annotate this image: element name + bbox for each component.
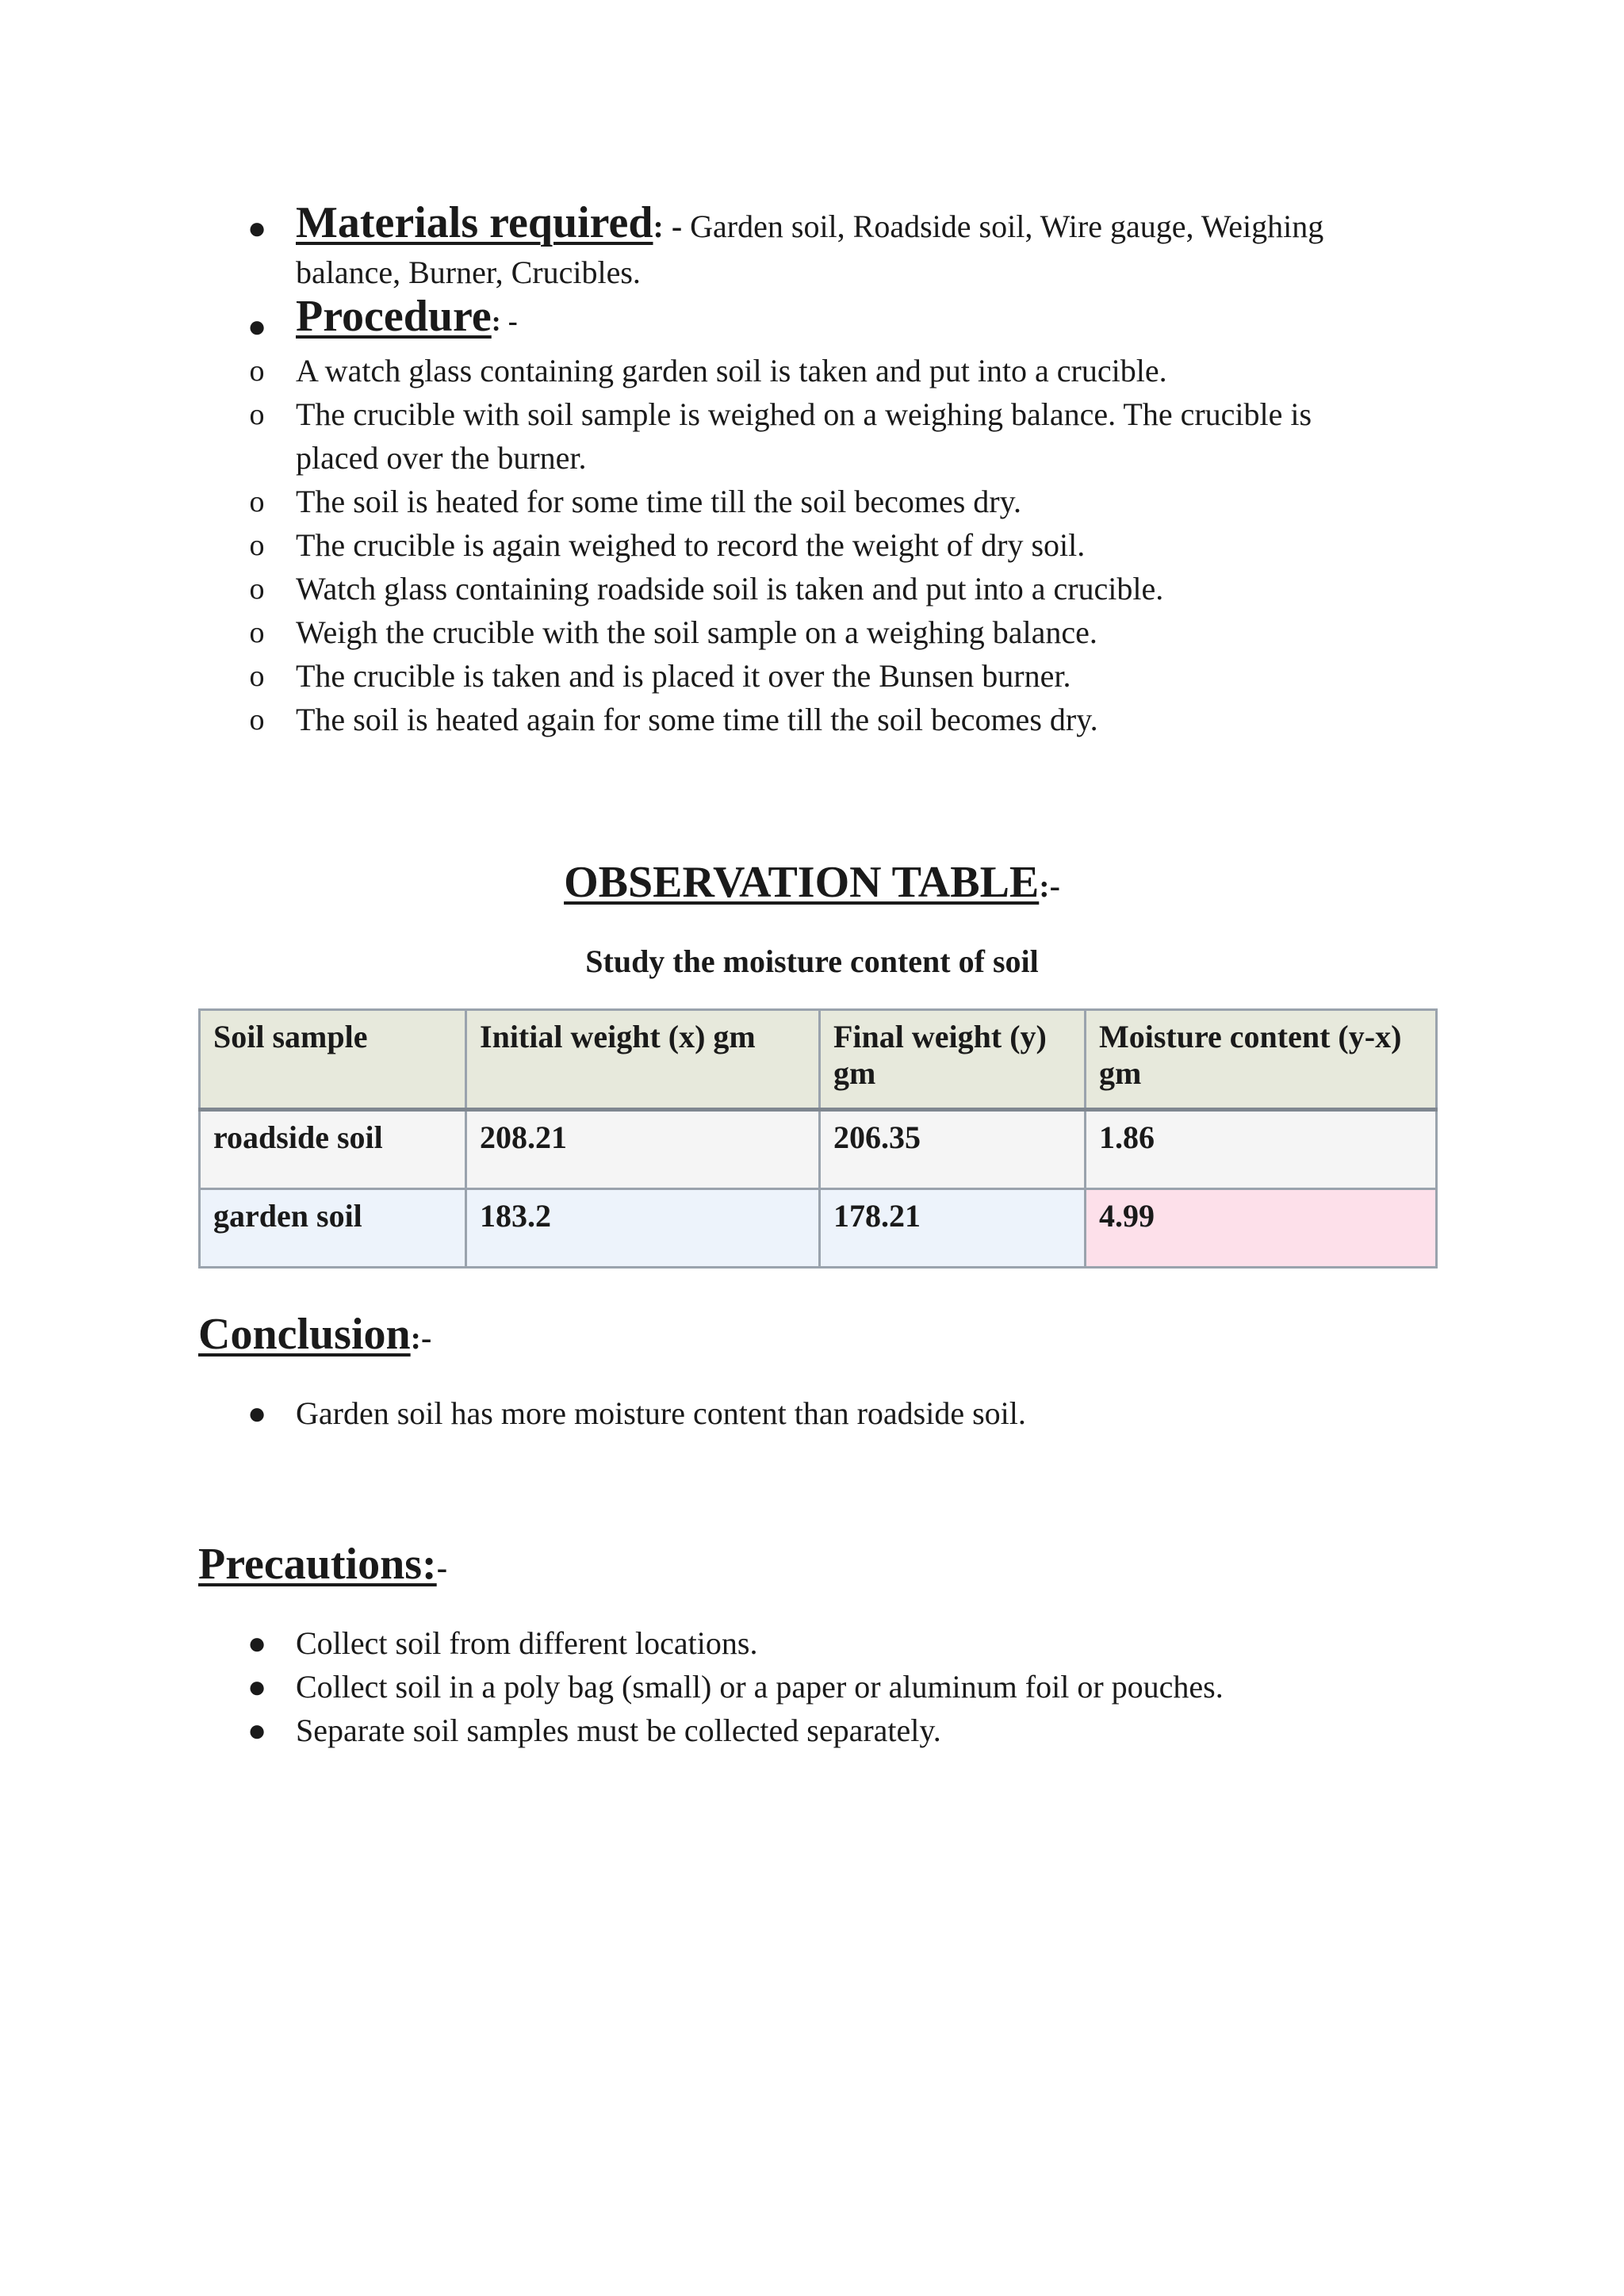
table-cell: 206.35 [820,1110,1086,1189]
procedure-step-cont: placed over the burner. [296,440,587,476]
conclusion-heading-suffix: :- [410,1320,432,1356]
precautions-heading-suffix: - [436,1550,448,1586]
observation-title-suffix: :- [1039,868,1060,904]
procedure-heading: Procedure [296,292,492,341]
precaution-item: ● Collect soil in a poly bag (small) or a paper or aluminum foil or pouches. [0,1665,1624,1712]
column-header: Soil sample [200,1010,466,1110]
circle-bullet-icon: o [249,616,265,649]
conclusion-heading: Conclusion:- [198,1310,432,1359]
materials-line-2 [0,251,1624,298]
procedure-step: o The crucible is again weighed to record the weight of dry soil. [0,523,1624,571]
circle-bullet-icon: o [249,529,265,562]
precaution-item: ● Collect soil from different locations. [0,1621,1624,1669]
materials-heading: Materials required [296,198,653,247]
procedure-step: o Weigh the crucible with the soil sample on a weighing balance. [0,610,1624,658]
circle-bullet-icon: o [249,572,265,606]
procedure-step: o Watch glass containing roadside soil is taken and put into a crucible. [0,567,1624,614]
procedure-step: o The crucible with soil sample is weighed on a weighing balance. The crucible is [0,392,1624,440]
table-header-row [200,1010,1437,1110]
column-header: Moisture content (y-x) gm [1086,1010,1437,1110]
bullet-icon: ● [247,1625,267,1661]
circle-bullet-icon: o [249,485,265,519]
materials-heading-suffix: : - [653,209,683,244]
table-cell: 178.21 [820,1189,1086,1268]
table-cell: 1.86 [1086,1110,1437,1189]
procedure-step: o The soil is heated again for some time till the soil becomes dry. [0,698,1624,745]
conclusion-item: ● Garden soil has more moisture content than roadside soil. [0,1391,1624,1439]
bullet-icon: ● [247,210,267,246]
column-header: Initial weight (x) gm [466,1010,820,1110]
bullet-icon: ● [247,308,267,344]
observation-table [198,1008,1438,1269]
table-row [200,1189,1437,1268]
observation-title: OBSERVATION TABLE:- [564,858,1060,907]
materials-line-1 [0,198,1624,249]
table-cell: garden soil [200,1189,466,1268]
table-row [200,1110,1437,1189]
bullet-icon: ● [247,1395,267,1431]
circle-bullet-icon: o [249,354,265,388]
precautions-heading: Precautions:- [198,1540,448,1589]
procedure-step: o A watch glass containing garden soil is taken and put into a crucible. [0,349,1624,396]
bullet-icon: ● [247,1669,267,1705]
procedure-heading-line [0,292,1624,344]
materials-text-cont: balance, Burner, Crucibles. [296,254,641,290]
circle-bullet-icon: o [249,398,265,431]
column-header: Final weight (y) gm [820,1010,1086,1110]
procedure-step: o The soil is heated for some time till the soil becomes dry. [0,480,1624,527]
highlighted-cell: 4.99 [1086,1189,1437,1268]
circle-bullet-icon: o [249,703,265,737]
table-cell: 183.2 [466,1189,820,1268]
materials-text: Garden soil, Roadside soil, Wire gauge, Weighing [682,209,1324,244]
procedure-step: o The crucible is taken and is placed it over the Bunsen burner. [0,654,1624,702]
precaution-item: ● Separate soil samples must be collected separately. [0,1709,1624,1756]
bullet-icon: ● [247,1712,267,1748]
observation-caption: Study the moisture content of soil [585,943,1039,979]
procedure-heading-suffix: : - [491,305,518,337]
circle-bullet-icon: o [249,660,265,693]
table-cell: roadside soil [200,1110,466,1189]
table-cell: 208.21 [466,1110,820,1189]
